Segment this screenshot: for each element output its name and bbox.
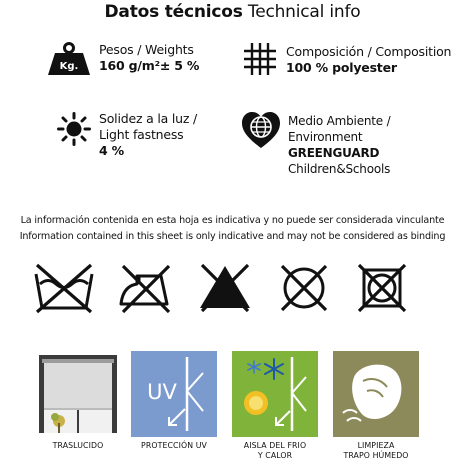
spec-weight-value: 160 g/m²± 5 % [99, 58, 200, 73]
thermal-insulation-icon [232, 351, 318, 437]
feature-translucent-label: TRASLUCIDO [52, 441, 104, 450]
spec-environment-label: Medio Ambiente / Environment [288, 114, 391, 144]
spec-weight-label: Pesos / Weights [99, 42, 194, 57]
disclaimer-en: Information contained in this sheet is only indicative and may not be considered as binding [19, 231, 446, 242]
spec-environment-value: GREENGUARD [288, 146, 380, 160]
feature-cleaning-label-1: LIMPIEZA [357, 441, 395, 450]
uv-icon-text: UV [147, 380, 177, 404]
translucent-blind-icon [35, 351, 121, 437]
feature-uv-label: PROTECCIÓN UV [141, 441, 207, 450]
title-bold: Datos técnicos [104, 2, 243, 22]
no-iron-icon [117, 262, 175, 314]
no-tumble-dry-icon [356, 262, 408, 314]
spec-composition [286, 44, 451, 76]
weight-icon-text: Kg. [59, 61, 79, 72]
spec-composition-label: Composición / Composition [286, 44, 452, 59]
spec-environment [288, 113, 465, 177]
feature-cleaning-label-2: TRAPO HÚMEDO [343, 451, 409, 460]
feature-thermal-label-2: Y CALOR [257, 451, 293, 460]
no-bleach-icon [197, 262, 253, 314]
spec-composition-value: 100 % polyester [286, 60, 397, 75]
grid-icon [244, 43, 276, 75]
page-title [0, 2, 465, 22]
spec-light-label2: Light fastness [99, 127, 184, 142]
feature-thermal-label-1: AISLA DEL FRIO [243, 441, 307, 450]
spec-light-label: Solidez a la luz / [99, 111, 197, 126]
spec-weight [99, 42, 199, 74]
feature-cleaning-label [321, 441, 431, 461]
no-dry-clean-icon [278, 262, 330, 314]
uv-protection-icon [131, 351, 217, 437]
sun-icon [57, 112, 91, 146]
cleaning-cloth-icon [333, 351, 419, 437]
weight-icon [47, 42, 91, 76]
spec-light-value: 4 % [99, 143, 124, 158]
no-wash-icon [33, 262, 95, 314]
feature-thermal-label [220, 441, 330, 461]
globe-heart-icon [242, 112, 280, 150]
spec-environment-suffix: Children&Schools [288, 162, 391, 176]
spec-light-fastness [99, 111, 197, 159]
title-light: Technical info [247, 2, 361, 22]
disclaimer-es: La información contenida en esta hoja es indicativa y no puede ser considerada vinculante [20, 215, 445, 226]
